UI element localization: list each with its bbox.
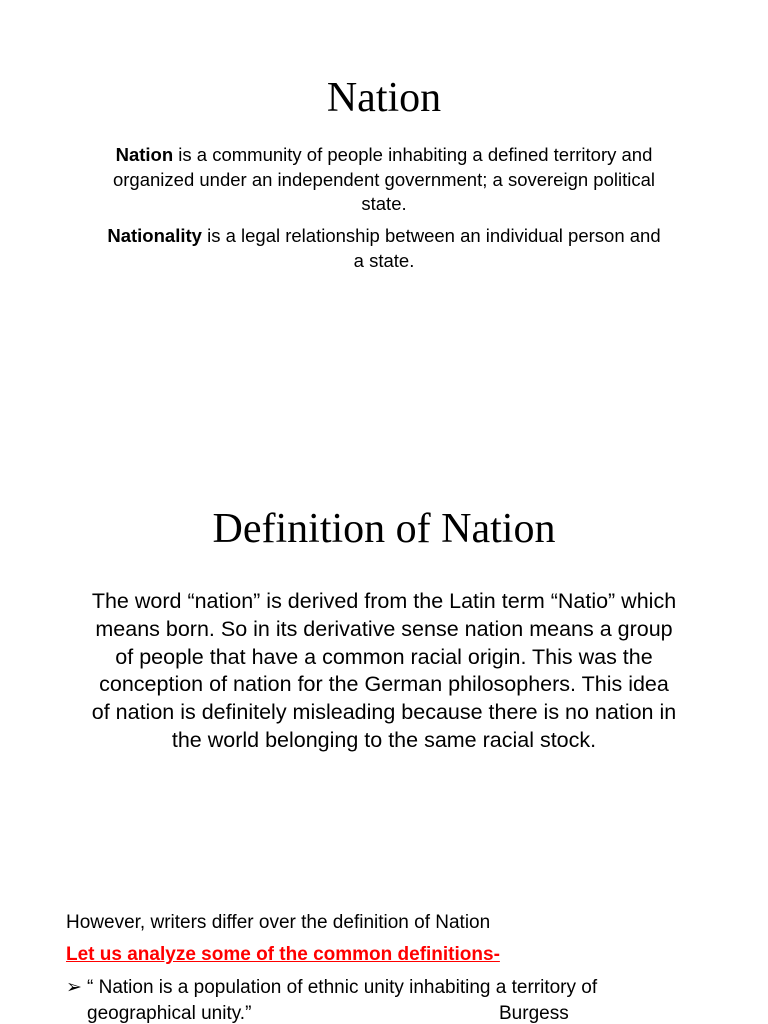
nation-term: Nation [115,144,174,165]
slide-title-definition: Definition of Nation [212,506,556,552]
quote-author: Burgess [499,1003,569,1024]
quote-text-line-2: geographical unity.” [87,1003,252,1024]
emphasis-heading: Let us analyze some of the common definitions- [66,944,500,965]
nationality-definition-text: is a legal relationship between an individual person and a state. [201,225,661,271]
nation-definition-text: is a community of people inhabiting a defined territory and organized under an independent government; a sovereign political state. [112,144,655,214]
quote-list-item [66,975,706,1024]
nation-definition [100,143,668,217]
slide-title-nation: Nation [326,75,442,121]
etymology-paragraph: The word “nation” is derived from the Latin term “Natio” which means born. So in its derivative sense nation means a group of people that have a common racial origin. This was the conception of nation for the German philosophers. This idea of nation is definitely misleading because there is no nation in the world belonging to the same racial stock. [91,589,677,752]
intro-line: However, writers differ over the definition of Nation [66,912,491,933]
quote-text-line-1: “ Nation is a population of ethnic unity inhabiting a territory of [87,977,598,998]
arrow-bullet-icon: ➢ [66,977,82,998]
nationality-definition [100,224,668,273]
nationality-term: Nationality [107,225,202,246]
